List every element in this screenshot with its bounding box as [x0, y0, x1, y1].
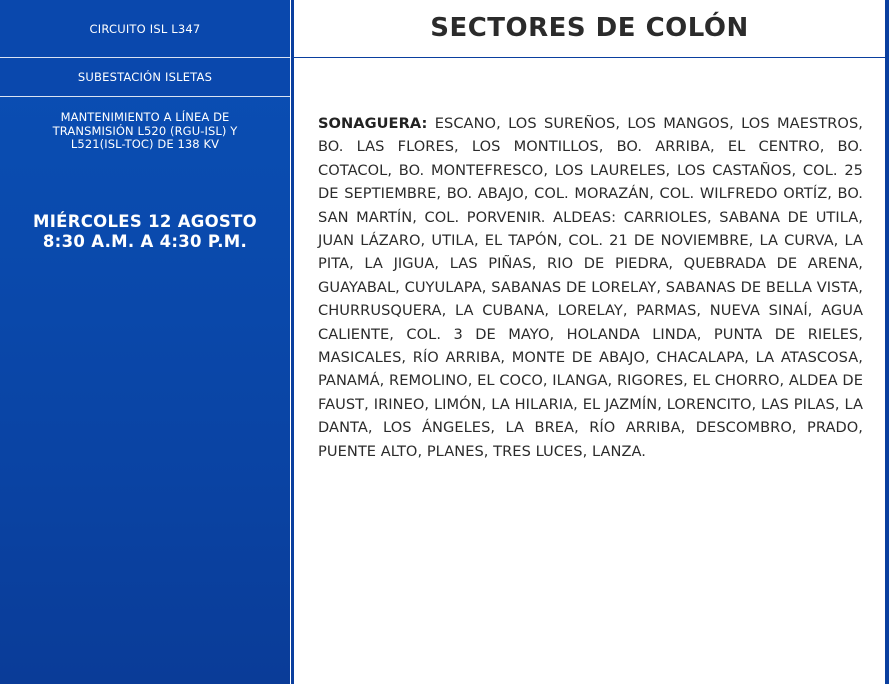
circuit-label: CIRCUITO ISL L347: [0, 0, 290, 58]
schedule: [0, 212, 290, 272]
sectors-paragraph: [318, 112, 863, 463]
municipality-label: SONAGUERA:: [318, 115, 428, 132]
schedule-date: MIÉRCOLES 12 AGOSTO: [33, 212, 257, 231]
page-title: SECTORES DE COLÓN: [294, 0, 885, 58]
schedule-time: 8:30 A.M. A 4:30 P.M.: [42, 232, 248, 251]
maintenance-description: [0, 97, 290, 190]
content-panel: [291, 0, 889, 684]
substation-label: SUBESTACIÓN ISLETAS: [0, 58, 290, 97]
sectors-list: ESCANO, LOS SUREÑOS, LOS MANGOS, LOS MAESTROS, BO. LAS FLORES, LOS MONTILLOS, BO. ARRIBA, EL CENTRO, BO. COTACOL, BO. MONTEFRESCO, LOS LAURELES, LOS CASTAÑOS, COL. 25 DE SEPTIEMBRE, BO. ABAJO, COL. MORAZÁN, COL. WILFREDO ORTÍZ, BO. SAN MARTÍN, COL. PORVENIR. ALDEAS: CARRIOLES, SABANA DE UTILA, JUAN LÁZARO, UTILA, EL TAPÓN, COL. 21 DE NOVIEMBRE, LA CURVA, LA PITA, LA JIGUA, LAS PIÑAS, RIO DE PIEDRA, QUEBRADA DE ARENA, GUAYABAL, CUYULAPA, SABANAS DE LORELAY, SABANAS DE BELLA VISTA, CHURRUSQUERA, LA CUBANA, LORELAY, PARMAS, NUEVA SINAÍ, AGUA CALIENTE, COL. 3 DE MAYO, HOLANDA LINDA, PUNTA DE RIELES, MASICALES, RÍO ARRIBA, MONTE DE ABAJO, CHACALAPA, LA ATASCOSA, PANAMÁ, REMOLINO, EL COCO, ILANGA, RIGORES, EL CHORRO, ALDEA DE FAUST, IRINEO, LIMÓN, LA HILARIA, EL JAZMÍN, LORENCITO, LAS PILAS, LA DANTA, LOS ÁNGELES, LA BREA, RÍO ARRIBA, DESCOMBRO, PRADO, PUENTE ALTO, PLANES, TRES LUCES, LANZA.: [318, 115, 863, 460]
sidebar: [0, 0, 290, 684]
maintenance-line: MANTENIMIENTO A LÍNEA DE: [60, 110, 230, 124]
maintenance-line: L521(ISL-TOC) DE 138 KV: [70, 137, 220, 151]
maintenance-line: TRANSMISIÓN L520 (RGU-ISL) Y: [52, 123, 238, 138]
